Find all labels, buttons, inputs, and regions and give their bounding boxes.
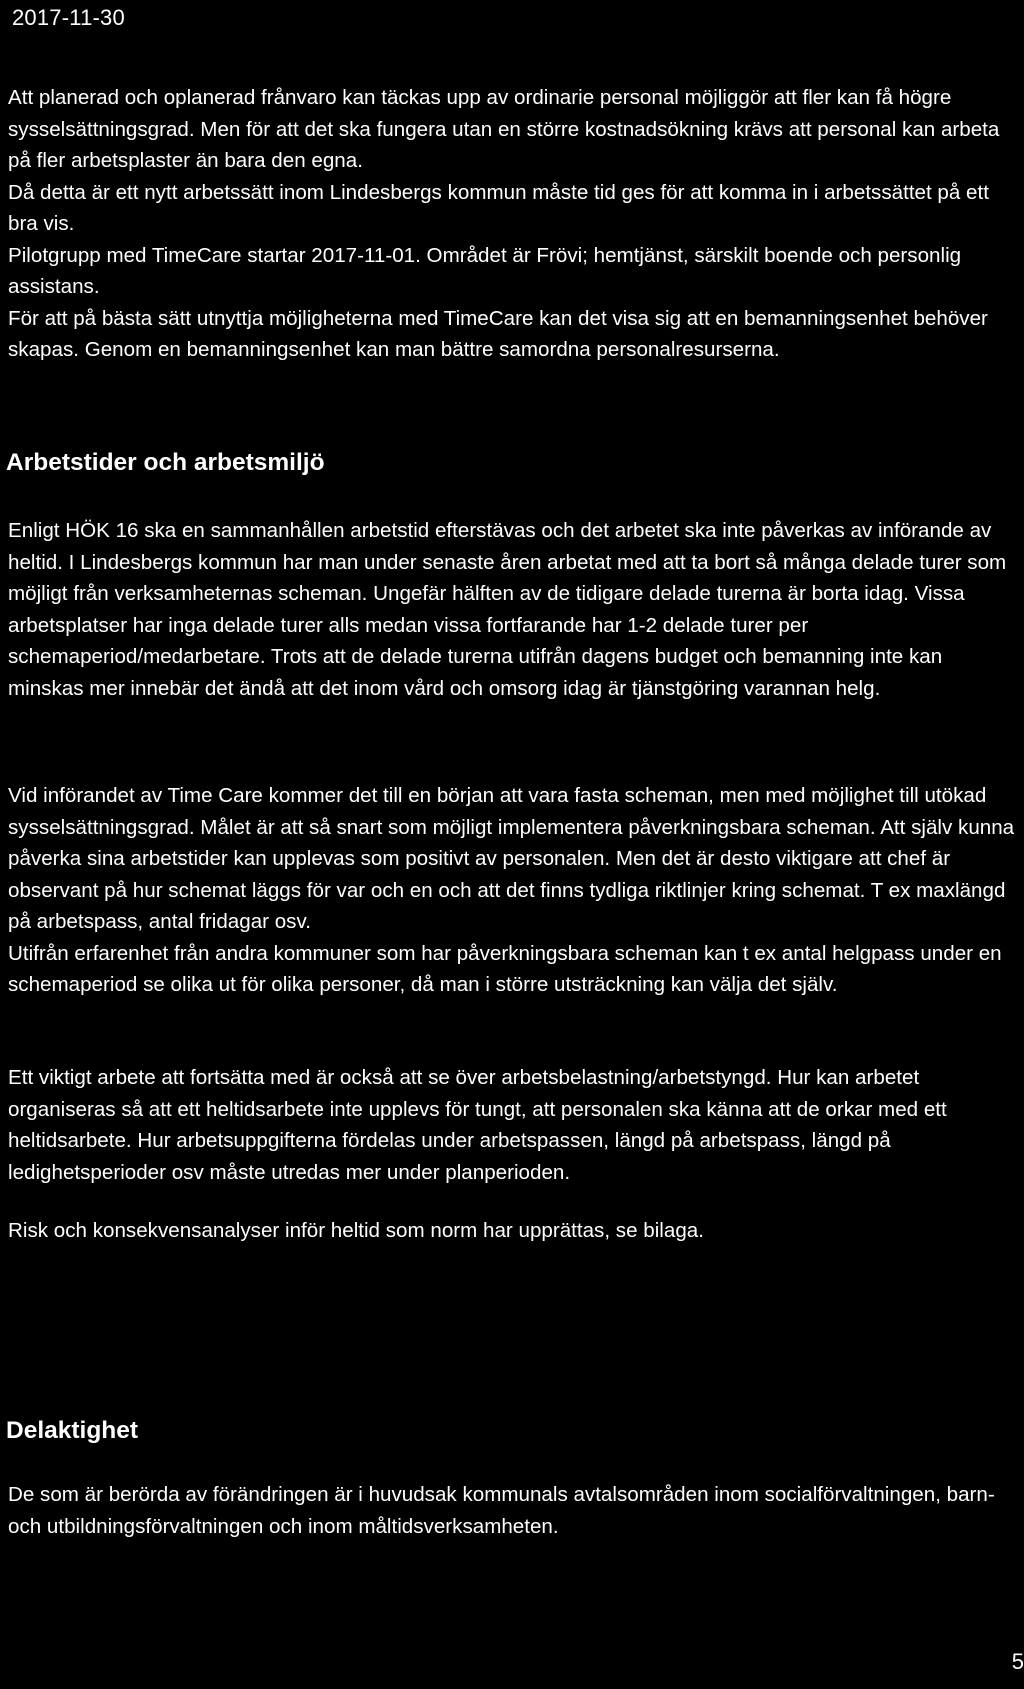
- working-hours-text-1: Enligt HÖK 16 ska en sammanhållen arbetstid efterstävas och det arbetet ska inte påverkas av införande av heltid. I Lindesbergs kommun har man under senaste åren arbetat med att ta bort så många delade turer som möjligt från verksamheternas scheman. Ungefär hälften av de tidigare delade turerna är borta idag. Vissa arbetsplatser har inga delade turer alls medan vissa fortfarande har 1-2 delade turer per schemaperiod/medarbetare. Trots att de delade turerna utifrån dagens budget och bemanning inte kan minskas mer innebär det ändå att det inom vård och omsorg idag är tjänstgöring varannan helg.: [8, 519, 1007, 700]
- working-hours-text-2a: Vid införandet av Time Care kommer det till en början att vara fasta scheman, men med möjlighet till utökad sysselsättningsgrad. Målet är att så snart som möjligt implementera påverkningsbara scheman. Att själv kunna påverka sina arbetstider kan upplevas som positivt av personalen. Men det är desto viktigare att chef är observant på hur schemat läggs för var och en och att det finns tydliga riktlinjer kring schemat. T ex maxlängd på arbetspass, antal fridagar osv.: [8, 784, 1015, 933]
- participation-paragraph-1: [8, 1479, 1018, 1542]
- working-hours-paragraph-1: [8, 515, 1018, 704]
- working-hours-paragraph-3: [8, 1062, 1018, 1188]
- working-hours-paragraph-4: [8, 1215, 1018, 1247]
- intro-section: [8, 82, 1018, 366]
- intro-paragraph-4: För att på bästa sätt utnyttja möjligheterna med TimeCare kan det visa sig att en bemanningsenhet behöver skapas. Genom en bemanningsenhet kan man bättre samordna personalresurserna.: [8, 306, 988, 361]
- document-date: 2017-11-30: [12, 5, 125, 30]
- intro-paragraph-1: Att planerad och oplanerad frånvaro kan täckas upp av ordinarie personal möjliggör att fler kan få högre sysselsättningsgrad. Men för att det ska fungera utan en större kostnadsökning krävs att personal kan arbeta på fler arbetsplaster än bara den egna.: [8, 86, 1000, 172]
- heading-participation: Delaktighet: [6, 1417, 139, 1444]
- page-number: 5: [1011, 1649, 1024, 1674]
- working-hours-text-2b: Utifrån erfarenhet från andra kommuner som har påverkningsbara scheman kan t ex antal helgpass under en schemaperiod se olika ut för olika personer, då man i större utsträckning kan välja det själv.: [8, 941, 1002, 996]
- working-hours-paragraph-2: [8, 780, 1018, 1001]
- intro-paragraph-3: Pilotgrupp med TimeCare startar 2017-11-01. Området är Frövi; hemtjänst, särskilt boende och personlig assistans.: [8, 243, 962, 298]
- heading-working-hours: Arbetstider och arbetsmiljö: [6, 449, 325, 476]
- intro-paragraph-2: Då detta är ett nytt arbetssätt inom Lindesbergs kommun måste tid ges för att komma in i arbetssättet på ett bra vis.: [8, 180, 989, 235]
- working-hours-text-4: Risk och konsekvensanalyser inför heltid som norm har upprättas, se bilaga.: [8, 1219, 704, 1242]
- participation-text-1: De som är berörda av förändringen är i huvudsak kommunals avtalsområden inom socialförvaltningen, barn- och utbildningsförvaltningen och inom måltidsverksamheten.: [8, 1483, 995, 1538]
- working-hours-text-3: Ett viktigt arbete att fortsätta med är också att se över arbetsbelastning/arbetstyngd. Hur kan arbetet organiseras så att ett heltidsarbete inte upplevs för tungt, att personalen ska känna att de orkar med ett heltidsarbete. Hur arbetsuppgifterna fördelas under arbetspassen, längd på arbetspass, längd på ledighetsperioder osv måste utredas mer under planperioden.: [8, 1066, 947, 1184]
